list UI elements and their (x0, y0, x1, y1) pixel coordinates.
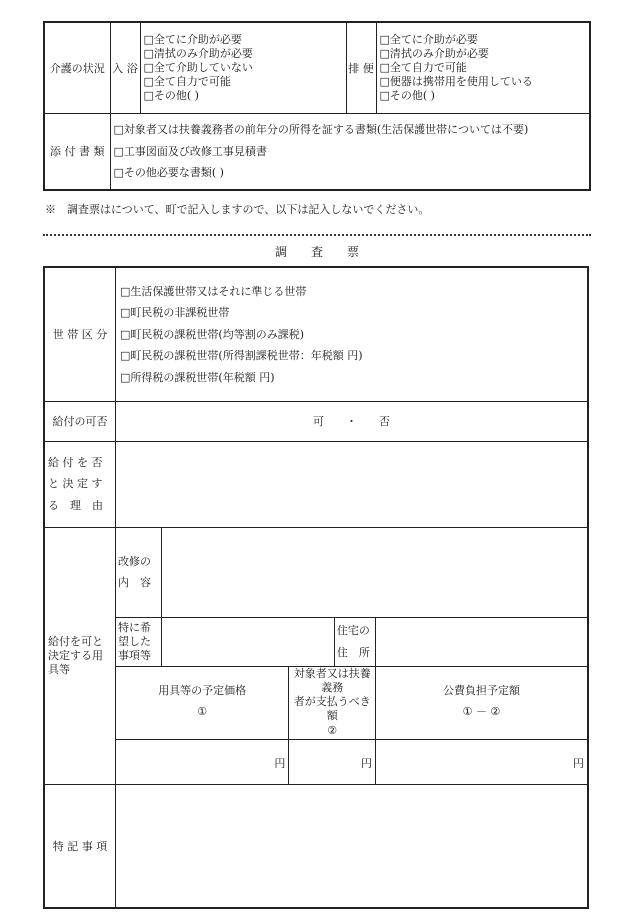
excretion-option[interactable]: □便器は携帯用を使用している (379, 74, 533, 88)
bath-option[interactable]: □全て介助していない (143, 60, 253, 74)
excretion-option[interactable]: □その他( ) (379, 88, 435, 102)
care-status-label: 介護の状況 (44, 22, 110, 113)
bath-label: 入 浴 (110, 22, 140, 113)
reason-field[interactable] (116, 441, 588, 527)
remarks-field[interactable] (116, 784, 588, 908)
remarks-label: 特 記 事 項 (44, 784, 116, 908)
household-option[interactable]: □所得税の課税世帯(年税額 円) (120, 370, 275, 384)
grant-label: 給付を可と決定する用具等 (44, 527, 116, 784)
household-option[interactable]: □町民税の非課税世帯 (120, 306, 230, 319)
excretion-label: 排 便 (346, 22, 376, 113)
household-option[interactable]: □町民税の課税世帯(均等割のみ課税) (120, 327, 304, 341)
excretion-option[interactable]: □全てに介助が必要 (379, 32, 478, 46)
approval-label: 給付の可否 (44, 401, 116, 441)
price-header: 用具等の予定価格 ① (116, 666, 289, 739)
special-request-field[interactable] (161, 617, 334, 666)
cut-line (43, 234, 591, 236)
renovation-label: 改修の 内 容 (116, 527, 162, 617)
public-field[interactable] (376, 739, 588, 784)
care-attachments-table (43, 21, 591, 191)
bath-options (140, 22, 346, 113)
survey-title: 調 査 票 (274, 245, 359, 259)
household-option[interactable]: □町民税の課税世帯(所得割課税世帯：年税額 円) (120, 349, 363, 362)
residence-field[interactable] (376, 617, 588, 666)
bath-option[interactable]: □全てに介助が必要 (143, 32, 242, 46)
yen-unit: 円 (361, 756, 373, 770)
bath-option[interactable]: □清拭のみ介助が必要 (143, 46, 253, 60)
excretion-option[interactable]: □清拭のみ介助が必要 (379, 46, 489, 60)
public-header: 公費負担予定額 ① － ② (376, 666, 588, 739)
residence-label: 住宅の 住 所 (334, 617, 375, 666)
payable-field[interactable] (289, 739, 376, 784)
attachments-label: 添 付 書 類 (44, 113, 110, 190)
renovation-field[interactable] (161, 527, 588, 617)
household-options (116, 267, 588, 401)
payable-header: 対象者又は扶養義務 者が支払うべき額 ② (289, 666, 376, 739)
excretion-options (376, 22, 590, 113)
notice-text: ※ 調査票はについて、町で記入しますので、以下は記入しないでください。 (45, 203, 430, 216)
price-field[interactable] (116, 739, 289, 784)
household-option[interactable]: □生活保護世帯又はそれに準じる世帯 (120, 284, 307, 298)
special-request-label: 特に希 望した 事項等 (116, 617, 162, 666)
attachments-options (110, 113, 590, 190)
yen-unit: 円 (274, 756, 286, 770)
reason-label: 給 付 を 否 と 決 定 す る 理 由 (44, 441, 116, 527)
survey-table (43, 266, 589, 909)
bath-option[interactable]: □その他( ) (143, 88, 199, 102)
yen-unit: 円 (573, 756, 584, 770)
approval-choice[interactable]: 可 ・ 否 (116, 401, 588, 441)
bath-option[interactable]: □全て自力で可能 (143, 74, 231, 88)
attachment-option[interactable]: □工事図面及び改修工事見積書 (113, 144, 267, 158)
attachment-option[interactable]: □対象者又は扶養義務者の前年分の所得を証する書類(生活保護世帯については不要) (113, 123, 529, 136)
attachment-option[interactable]: □その他必要な書類( ) (113, 166, 224, 179)
excretion-option[interactable]: □全て自力で可能 (379, 60, 467, 74)
household-label: 世 帯 区 分 (44, 267, 116, 401)
